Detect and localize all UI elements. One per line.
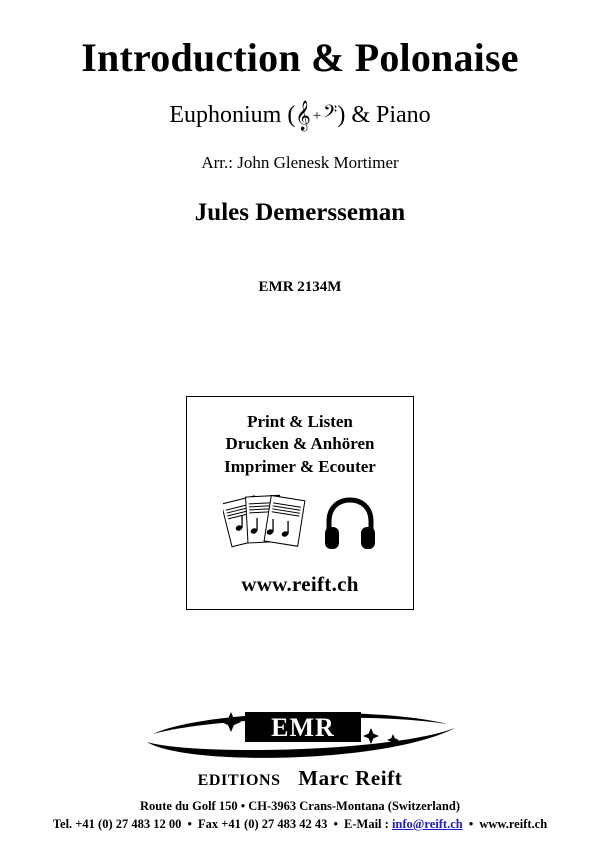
website-label: www.reift.ch: [479, 816, 548, 831]
promo-line-french: Imprimer & Ecouter: [224, 456, 376, 476]
email-label: E-Mail :: [344, 816, 389, 831]
composer-name: Jules Demersseman: [194, 199, 406, 226]
page-title: Introduction & Polonaise: [81, 35, 519, 80]
promo-url: www.reift.ch: [241, 572, 359, 597]
publisher-editions-label: EDITIONS: [197, 771, 281, 789]
headphones-icon: [323, 495, 377, 556]
svg-text:EMR: EMR: [271, 712, 335, 742]
instrumentation-prefix: Euphonium (: [169, 102, 296, 128]
fax-label: Fax +41 (0) 27 483 42 43: [198, 816, 328, 831]
sheet-music-icon: [223, 488, 307, 563]
publisher-contact-line: [53, 815, 547, 833]
telephone-label: Tel. +41 (0) 27 483 12 00: [52, 816, 182, 831]
clef-group: [295, 101, 338, 130]
plus-sign: +: [312, 108, 322, 124]
promo-icons: [223, 488, 377, 562]
publisher-name: [198, 766, 403, 791]
treble-clef-icon: 𝄞: [295, 101, 311, 130]
bass-clef-icon: 𝄢: [323, 101, 338, 126]
promo-line-english: Print & Listen: [247, 412, 353, 431]
separator-bullet-1: •: [187, 816, 192, 831]
publisher-footer: [0, 698, 600, 833]
print-and-listen-box: [186, 396, 414, 610]
promo-line-german: Drucken & Anhören: [225, 434, 375, 454]
emr-logo: [135, 698, 465, 764]
email-link[interactable]: info@reift.ch: [391, 816, 463, 831]
publisher-brand-label: Marc Reift: [298, 765, 403, 790]
instrumentation-suffix: ) & Piano: [337, 102, 431, 128]
arranger-credit: Arr.: John Glenesk Mortimer: [201, 153, 399, 172]
separator-bullet-2: •: [333, 816, 338, 831]
instrumentation-line: [169, 102, 430, 129]
publisher-address: Route du Golf 150 • CH-3963 Crans-Montana (Switzerland): [140, 798, 460, 813]
edition-number: EMR 2134M: [258, 279, 342, 295]
publisher-address-block: [53, 797, 547, 833]
separator-bullet-3: •: [468, 816, 474, 831]
